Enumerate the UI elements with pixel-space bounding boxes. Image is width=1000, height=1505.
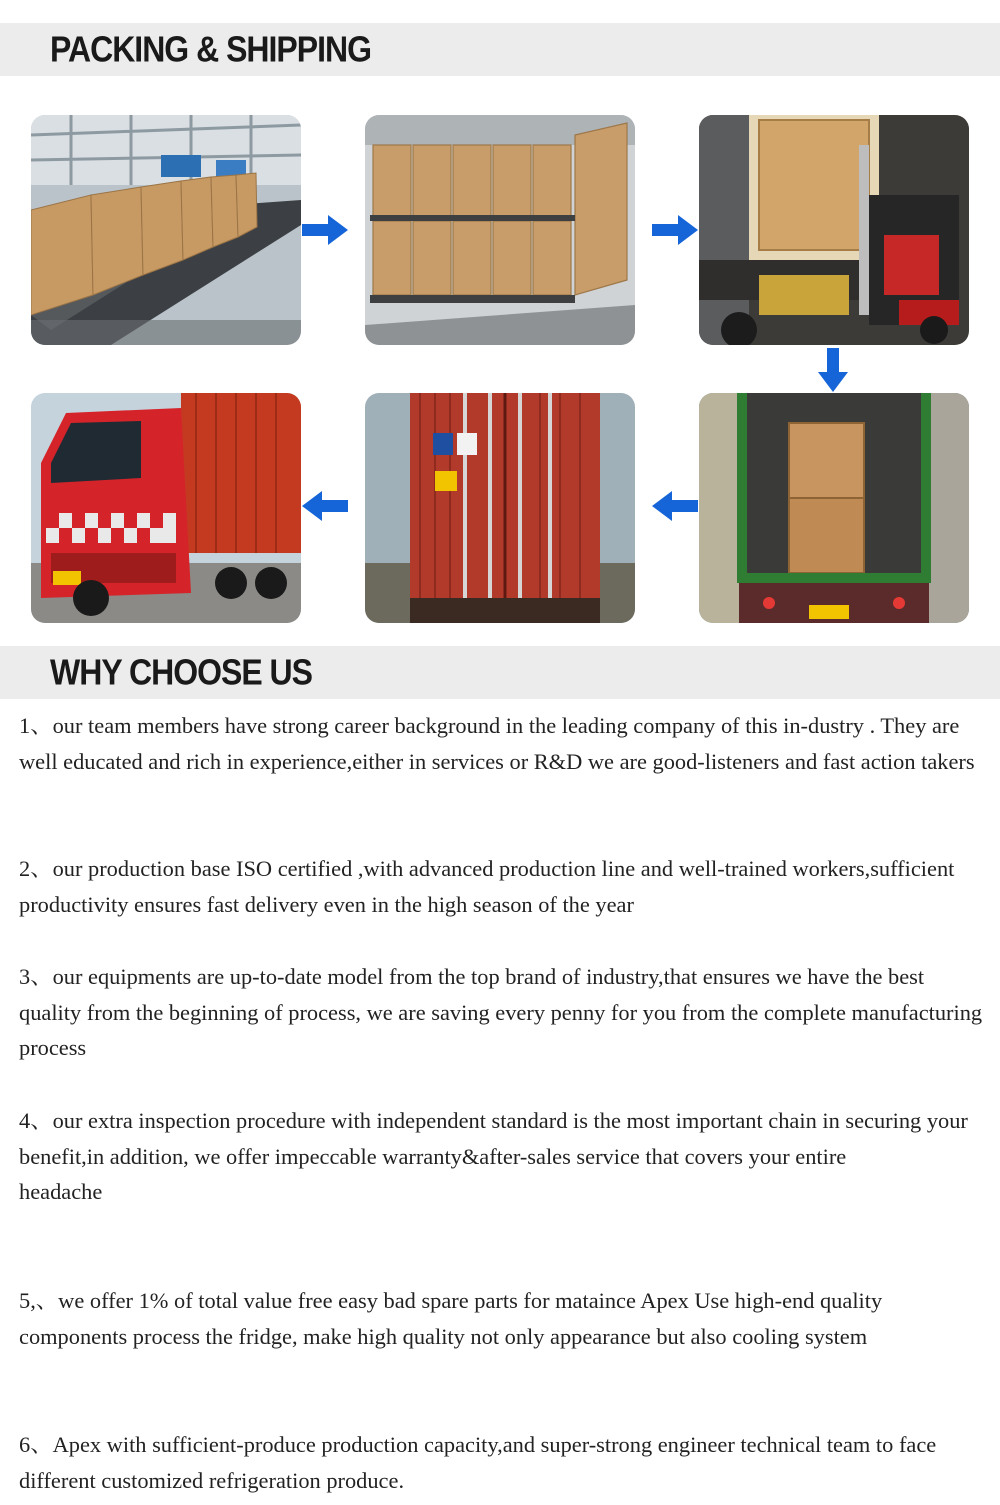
arrow-left-icon [302,491,348,521]
arrow-left-icon [652,491,698,521]
arrow-down-icon [818,348,848,392]
truck-transport-photo [31,393,301,623]
reason-1-paragraph: 1、our team members have strong career background in the leading company of this in-dustry . They are well educated and rich in experience,either in services or R&D we are good-listeners and fast action takers [19,713,975,774]
warehouse-stack-photo [365,115,635,345]
reason-4-text: 4、our extra inspection procedure with independent standard is the most important chain in securing your benefit,in addition, we offer impeccable warranty&after-sales service that covers your entire [19,1108,968,1169]
why-choose-us-title: WHY CHOOSE US [50,652,312,693]
why-choose-us-header [0,646,1000,699]
container-loading-photo [699,393,969,623]
reason-5-paragraph: 5,、we offer 1% of total value free easy bad spare parts for mataince Apex Use high-end quality components process the fridge, make high quality not only appearance but also cooling system [19,1288,883,1349]
reason-6-paragraph: 6、Apex with sufficient-produce production capacity,and super-strong engineer technical team to face different customized refrigeration produce. [19,1432,937,1493]
reason-4-paragraph [19,1103,984,1210]
reason-3-paragraph: 3、our equipments are up-to-date model from the top brand of industry,that ensures we have the best quality from the beginning of process, we are saving every penny for you from the complete manufacturing process [19,964,983,1060]
conveyor-line-photo [31,115,301,345]
sealed-container-photo [365,393,635,623]
packing-shipping-header [0,23,1000,76]
arrow-right-icon [302,215,348,245]
reason-2-paragraph: 2、our production base ISO certified ,with advanced production line and well-trained workers,sufficient productivity ensures fast delivery even in the high season of the year [19,856,955,917]
packing-shipping-title: PACKING & SHIPPING [50,29,371,70]
forklift-loading-photo [699,115,969,345]
arrow-right-icon [652,215,698,245]
reason-4-continuation: headache [19,1179,103,1204]
